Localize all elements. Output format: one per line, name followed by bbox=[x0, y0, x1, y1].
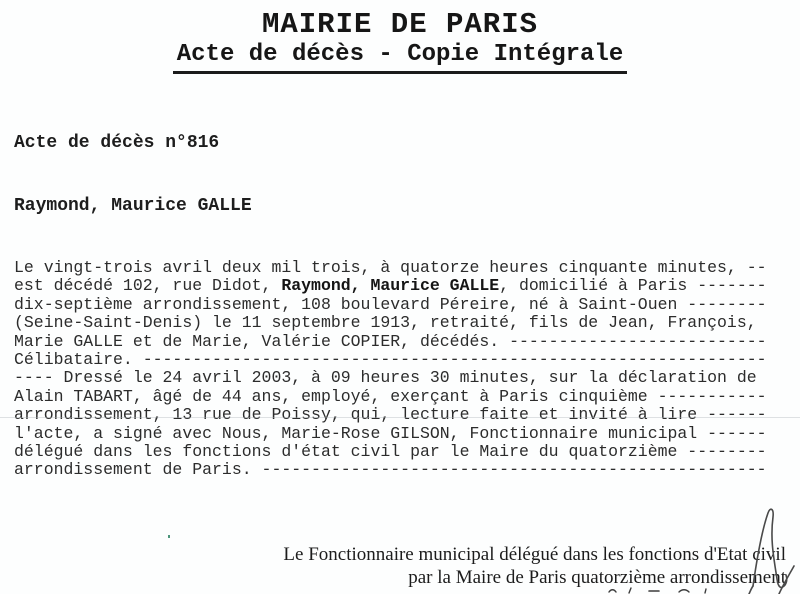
footer-line-1: Le Fonctionnaire municipal délégué dans les fonctions d'Etat civil bbox=[283, 544, 786, 565]
body-segment: l'acte, a signé avec Nous, Marie-Rose GILSON, Fonctionnaire municipal ------ bbox=[14, 423, 767, 443]
body-line bbox=[14, 369, 794, 387]
body-segment: arrondissement, 13 rue de Poissy, qui, lecture faite et invité à lire ------ bbox=[14, 405, 767, 425]
body-segment: dix-septième arrondissement, 108 boulevard Péreire, né à Saint-Ouen -------- bbox=[14, 294, 767, 314]
body-line bbox=[14, 259, 794, 277]
scan-artifact-line bbox=[0, 417, 800, 418]
body-segment: Célibataire. --------------------------------------------------------------- bbox=[14, 350, 767, 370]
body-segment: ---- Dressé le 24 avril 2003, à 09 heures 30 minutes, sur la déclaration de bbox=[14, 368, 757, 388]
body-segment: Alain TABART, âgé de 44 ans, employé, exerçant à Paris cinquième ----------- bbox=[14, 386, 767, 406]
body-segment: délégué dans les fonctions d'état civil par le Maire du quatorzième -------- bbox=[14, 442, 767, 462]
body-segment: est décédé 102, rue Didot, bbox=[14, 276, 282, 296]
document-subtitle-wrap bbox=[0, 41, 800, 74]
body-line bbox=[14, 443, 794, 461]
body-text bbox=[14, 259, 794, 480]
body-line bbox=[14, 277, 794, 295]
document-title: MAIRIE DE PARIS bbox=[261, 8, 539, 41]
body-line bbox=[14, 388, 794, 406]
deceased-name-line: Raymond, Maurice GALLE bbox=[14, 196, 252, 216]
handwritten-signature bbox=[735, 496, 800, 594]
deceased-name-bold: Raymond, Maurice GALLE bbox=[281, 276, 500, 296]
document-subtitle: Acte de décès - Copie Intégrale bbox=[173, 41, 627, 74]
body-line bbox=[14, 425, 794, 443]
body-segment: , domicilié à Paris ------- bbox=[499, 276, 767, 296]
body-line bbox=[14, 351, 794, 369]
body-line bbox=[14, 406, 794, 424]
cutoff-text-fragment bbox=[605, 586, 750, 594]
act-number-line: Acte de décès n°816 bbox=[14, 133, 220, 153]
body-line bbox=[14, 314, 794, 332]
body-line bbox=[14, 296, 794, 314]
body-line bbox=[14, 333, 794, 351]
body-segment: arrondissement de Paris. --------------------------------------------------- bbox=[14, 460, 767, 480]
footer-signature-block bbox=[283, 544, 786, 589]
body-segment: (Seine-Saint-Denis) le 11 septembre 1913, retraité, fils de Jean, François, bbox=[14, 313, 757, 333]
footer-line-2: par la Maire de Paris quatorzième arrondissement bbox=[408, 566, 786, 588]
body-segment: Le vingt-trois avril deux mil trois, à quatorze heures cinquante minutes, -- bbox=[14, 258, 767, 277]
body-segment: Marie GALLE et de Marie, Valérie COPIER, décédés. -------------------------- bbox=[14, 331, 767, 351]
scan-artifact-speck bbox=[168, 535, 170, 538]
body-line bbox=[14, 461, 794, 479]
